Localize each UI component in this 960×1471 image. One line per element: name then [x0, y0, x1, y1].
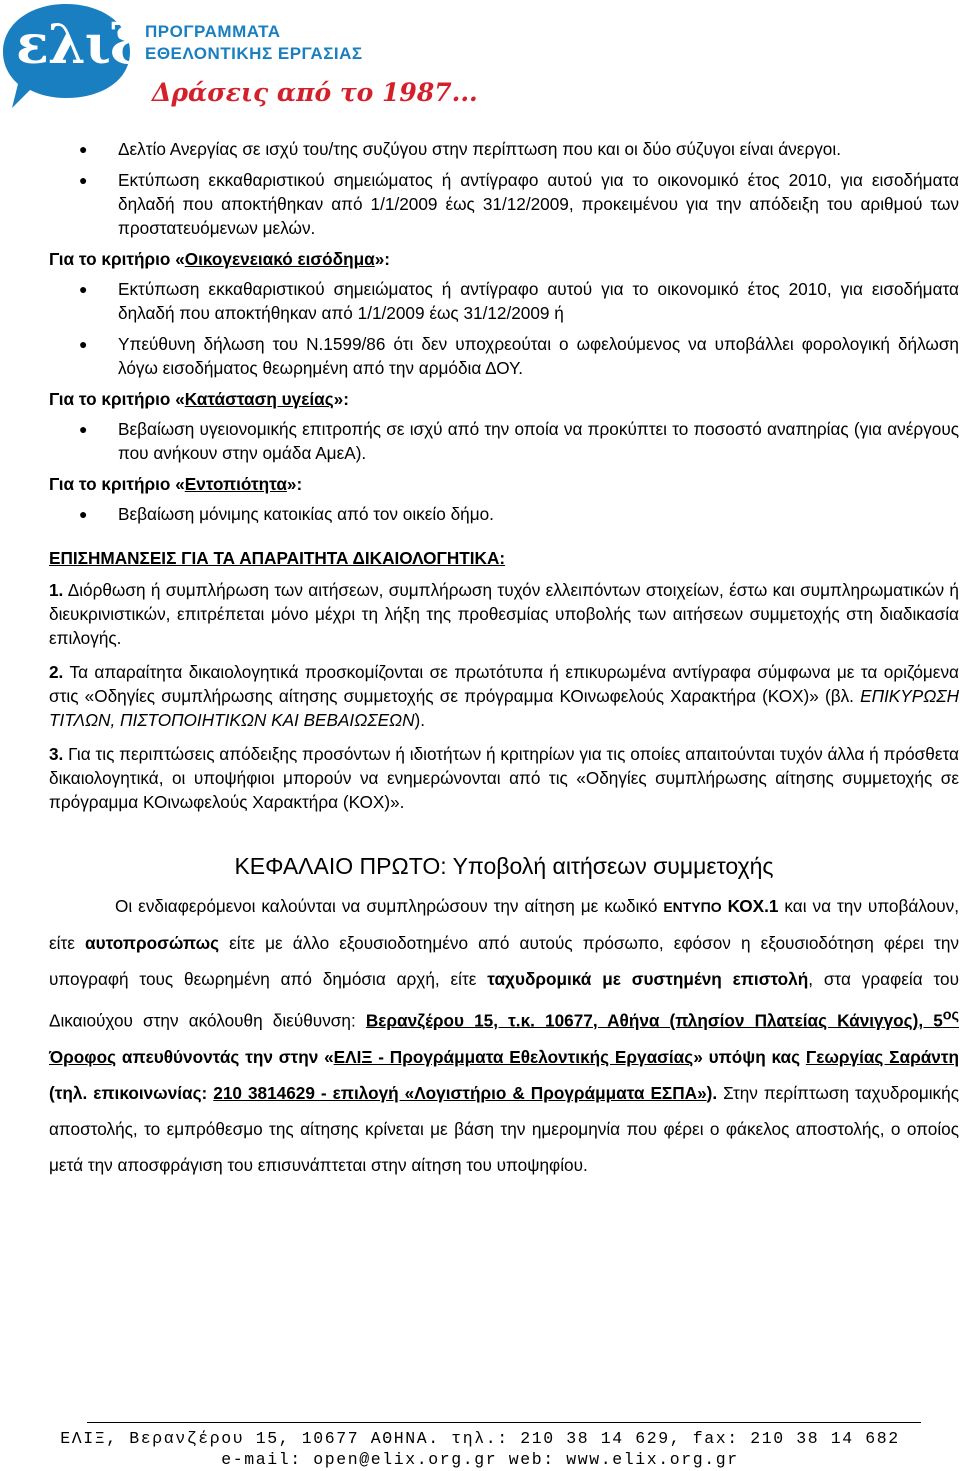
list-item-text: Υπεύθυνη δήλωση του Ν.1599/86 ότι δεν υποχρεούται ο ωφελούμενος να υποβάλλει φορολογική δήλωση λόγω εισοδήματος θεωρημένη από την αρμόδια ΔΟΥ.: [118, 334, 959, 378]
list-item: [49, 417, 959, 465]
tagline: Δράσεις από το 1987...: [152, 78, 478, 107]
bullet-icon: ●: [79, 421, 88, 437]
list-item: [49, 137, 959, 161]
criterion-heading-locality: Για το κριτήριο «Εντοπιότητα»:: [49, 474, 303, 494]
list-item-text: Βεβαίωση μόνιμης κατοικίας από τον οικείο δήμο.: [118, 504, 494, 524]
footer-line-2: e-mail: open@elix.org.gr web: www.elix.org.gr: [221, 1450, 739, 1469]
list-item: [49, 168, 959, 240]
document-body: [49, 137, 959, 1183]
list-item: [49, 277, 959, 325]
logo-text: ελιξ: [16, 12, 141, 76]
note-1: 1. Διόρθωση ή συμπλήρωση των αιτήσεων, συμπλήρωση τυχόν ελλειπόντων στοιχείων, έστω και συμπληρωματικών ή διευκρινιστικών, επιτρέπεται μόνο μέχρι τη λήξη της προθεσμίας υποβολής των αιτήσεων συμμετοχής στη διαδικασία επιλογής.: [49, 580, 959, 648]
bullet-list-4: [49, 502, 959, 526]
page-header: [0, 0, 960, 125]
brand-line-2: ΕΘΕΛΟΝΤΙΚΗΣ ΕΡΓΑΣΙΑΣ: [145, 44, 363, 63]
footer-divider: [87, 1422, 921, 1423]
bullet-icon: ●: [79, 506, 88, 522]
chapter-title: ΚΕΦΑΛΑΙΟ ΠΡΩΤΟ: Υποβολή αιτήσεων συμμετοχής: [234, 853, 774, 879]
list-item-text: Δελτίο Ανεργίας σε ισχύ του/της συζύγου στην περίπτωση που και οι δύο σύζυγοι είναι άνεργοι.: [118, 139, 841, 159]
note-3: 3. Για τις περιπτώσεις απόδειξης προσόντων ή ιδιοτήτων ή κριτηρίων για τις οποίες απαιτούνται τυχόν άλλα ή πρόσθετα δικαιολογητικά, οι υποψήφιοι μπορούν να ενημερώνονται από τις «Οδηγίες συμπλήρωσης αίτησης συμμετοχής σε πρόγραμμα ΚΟινωφελούς Χαρακτήρα (ΚΟΧ)».: [49, 744, 959, 812]
bullet-icon: ●: [79, 172, 88, 188]
bullet-list-2: [49, 277, 959, 380]
bullet-list-3: [49, 417, 959, 465]
note-2: 2. Τα απαραίτητα δικαιολογητικά προσκομίζονται σε πρωτότυπα ή επικυρωμένα αντίγραφα σύμφωνα με τα οριζόμενα στις «Οδηγίες συμπλήρωσης αίτησης συμμετοχής σε πρόγραμμα ΚΟινωφελούς Χαρακτήρα (ΚΟΧ)» (βλ. ΕΠΙΚΥΡΩΣΗ ΤΙΤΛΩΝ, ΠΙΣΤΟΠΟΙΗΤΙΚΩΝ ΚΑΙ ΒΕΒΑΙΩΣΕΩΝ).: [49, 662, 959, 730]
bullet-list-1: [49, 137, 959, 240]
list-item-text: Εκτύπωση εκκαθαριστικού σημειώματος ή αντίγραφο αυτού για το οικονομικό έτος 2010, για εισοδήματα δηλαδή που αποκτήθηκαν από 1/1/2009 έως 31/12/2009 ή: [118, 279, 959, 323]
list-item-text: Εκτύπωση εκκαθαριστικού σημειώματος ή αντίγραφο αυτού για το οικονομικό έτος 2010, για εισοδήματα δηλαδή που αποκτήθηκαν από 1/1/2009 έως 31/12/2009, προκειμένου για την απόδειξη του αριθμού των προστατευόμενων μελών.: [118, 170, 959, 238]
bullet-icon: ●: [79, 141, 88, 157]
criterion-heading-income: Για το κριτήριο «Οικογενειακό εισόδημα»:: [49, 249, 390, 269]
criterion-heading-health: Για το κριτήριο «Κατάσταση υγείας»:: [49, 389, 349, 409]
brand-line-1: ΠΡΟΓΡΑΜΜΑΤΑ: [145, 22, 281, 41]
list-item: [49, 332, 959, 380]
chapter-paragraph: Οι ενδιαφερόμενοι καλούνται να συμπληρώσουν την αίτηση με κωδικό ΕΝΤΥΠΟ ΚΟΧ.1 και να την υποβάλουν, είτε αυτοπροσώπως είτε με άλλο εξουσιοδοτημένο από αυτούς πρόσωπο, εφόσον η εξουσιοδότηση φέρει την υπογραφή τους θεωρημένη από δημόσια αρχή, είτε ταχυδρομικά με συστημένη επιστολή, στα γραφεία του Δικαιούχου στην ακόλουθη διεύθυνση: Βερανζέρου 15, τ.κ. 10677, Αθήνα (πλησίον Πλατείας Κάνιγγος), $5^{o\varsigma}$ Όροφος απευθύνοντάς την στην «ΕΛΙΞ - Προγράμματα Εθελοντικής Εργασίας» υπόψη κας Γεωργίας Σαράντη (τηλ. επικοινωνίας: 210 3814629 - επιλογή «Λογιστήριο & Προγράμματα ΕΣΠΑ»). Στην περίπτωση ταχυδρομικής αποστολής, το εμπρόθεσμο της αίτησης κρίνεται με βάση την ημερομηνία που φέρει ο φάκελος αποστολής, ο οποίος μετά την αποσφράγιση του επισυνάπτεται στην αίτηση του υποψηφίου.: [49, 896, 959, 1176]
bullet-icon: ●: [79, 336, 88, 352]
list-item-text: Βεβαίωση υγειονομικής επιτροπής σε ισχύ από την οποία να προκύπτει το ποσοστό αναπηρίας (για ανέργους που ανήκουν στην ομάδα ΑμεΑ).: [118, 419, 959, 463]
notes-title: ΕΠΙΣΗΜΑΝΣΕΙΣ ΓΙΑ ΤΑ ΑΠΑΡΑΙΤΗΤΑ ΔΙΚΑΙΟΛΟΓΗΤΙΚΑ:: [49, 548, 506, 568]
footer-line-1: ΕΛΙΞ, Βερανζέρου 15, 10677 ΑΘΗΝΑ. τηλ.: 210 38 14 629, fax: 210 38 14 682: [60, 1429, 900, 1448]
list-item: [49, 502, 959, 526]
bullet-icon: ●: [79, 281, 88, 297]
